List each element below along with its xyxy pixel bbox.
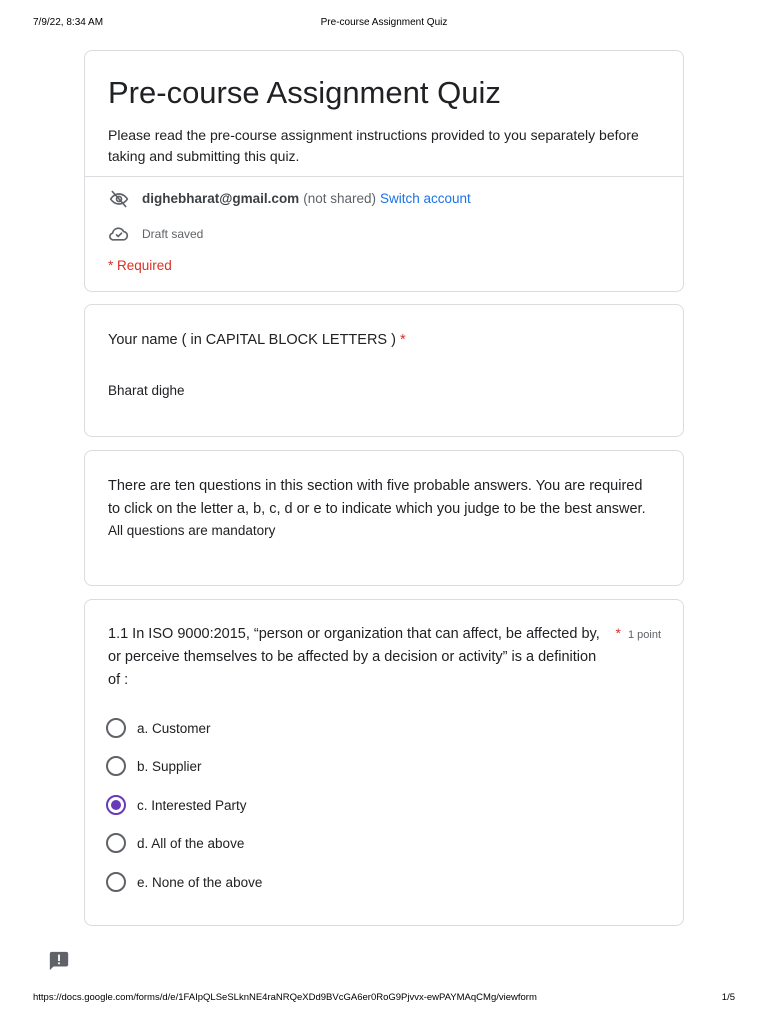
draft-status-row [108, 224, 203, 244]
radio-button[interactable] [106, 718, 126, 738]
page-number: 1/5 [721, 992, 735, 1003]
question-1-points [615, 625, 661, 641]
print-datetime: 7/9/22, 8:34 AM [33, 17, 104, 28]
section-description [108, 475, 658, 541]
option-a[interactable] [106, 717, 211, 739]
required-asterisk: * [615, 625, 621, 641]
cloud-check-icon [108, 224, 130, 244]
option-e[interactable] [106, 871, 262, 893]
radio-button-selected[interactable] [106, 795, 126, 815]
option-label: e. None of the above [137, 874, 263, 890]
form-description: Please read the pre-course assignment instructions provided to you separately before taking and submitting this quiz. [108, 127, 639, 164]
question-1-card [84, 599, 684, 926]
print-footer [0, 992, 768, 1006]
question-1-text: 1.1 In ISO 9000:2015, “person or organization that can affect, be affected by, or perceive themselves to be affected by a decision or activity” is a definition of : [108, 626, 600, 688]
form-header-card [84, 50, 684, 292]
form-title: Pre-course Assignment Quiz [108, 75, 501, 110]
name-question-title [108, 329, 406, 351]
header-divider [85, 176, 683, 177]
radio-button[interactable] [106, 833, 126, 853]
option-label: c. Interested Party [137, 797, 247, 813]
section-mandatory-note: All questions are mandatory [108, 523, 276, 538]
not-shared-label: (not shared) [303, 191, 376, 206]
option-label: b. Supplier [137, 758, 202, 774]
page-url: https://docs.google.com/forms/d/e/1FAIpQLSeSLknNE4raNRQeXDd9BVcGA6er0RoG9Pjvvx-ewPAYMAqCMg/viewform [33, 992, 537, 1003]
points-label: 1 point [627, 629, 661, 641]
required-note: * Required [108, 258, 172, 273]
section-instructions: There are ten questions in this section with five probable answers. You are required to click on the letter a, b, c, d or e to indicate which you judge to be the best answer. [108, 478, 646, 517]
section-description-card [84, 450, 684, 586]
draft-saved-label: Draft saved [142, 227, 204, 241]
print-title: Pre-course Assignment Quiz [320, 17, 448, 28]
name-question-card [84, 304, 684, 437]
option-b[interactable] [106, 755, 202, 777]
name-question-label: Your name ( in CAPITAL BLOCK LETTERS ) [108, 332, 396, 348]
option-d[interactable] [106, 832, 244, 854]
switch-account-link[interactable]: Switch account [380, 191, 471, 206]
radio-button[interactable] [106, 872, 126, 892]
account-email: dighebharat@gmail.com [142, 191, 300, 206]
feedback-icon[interactable] [48, 950, 70, 972]
name-answer-field[interactable]: Bharat dighe [108, 383, 185, 398]
option-c[interactable] [106, 794, 247, 816]
print-header [0, 17, 768, 31]
radio-button[interactable] [106, 756, 126, 776]
required-asterisk: * [400, 332, 406, 348]
account-row [108, 189, 471, 209]
option-label: a. Customer [137, 720, 211, 736]
option-label: d. All of the above [137, 835, 245, 851]
eye-off-icon [108, 189, 130, 209]
